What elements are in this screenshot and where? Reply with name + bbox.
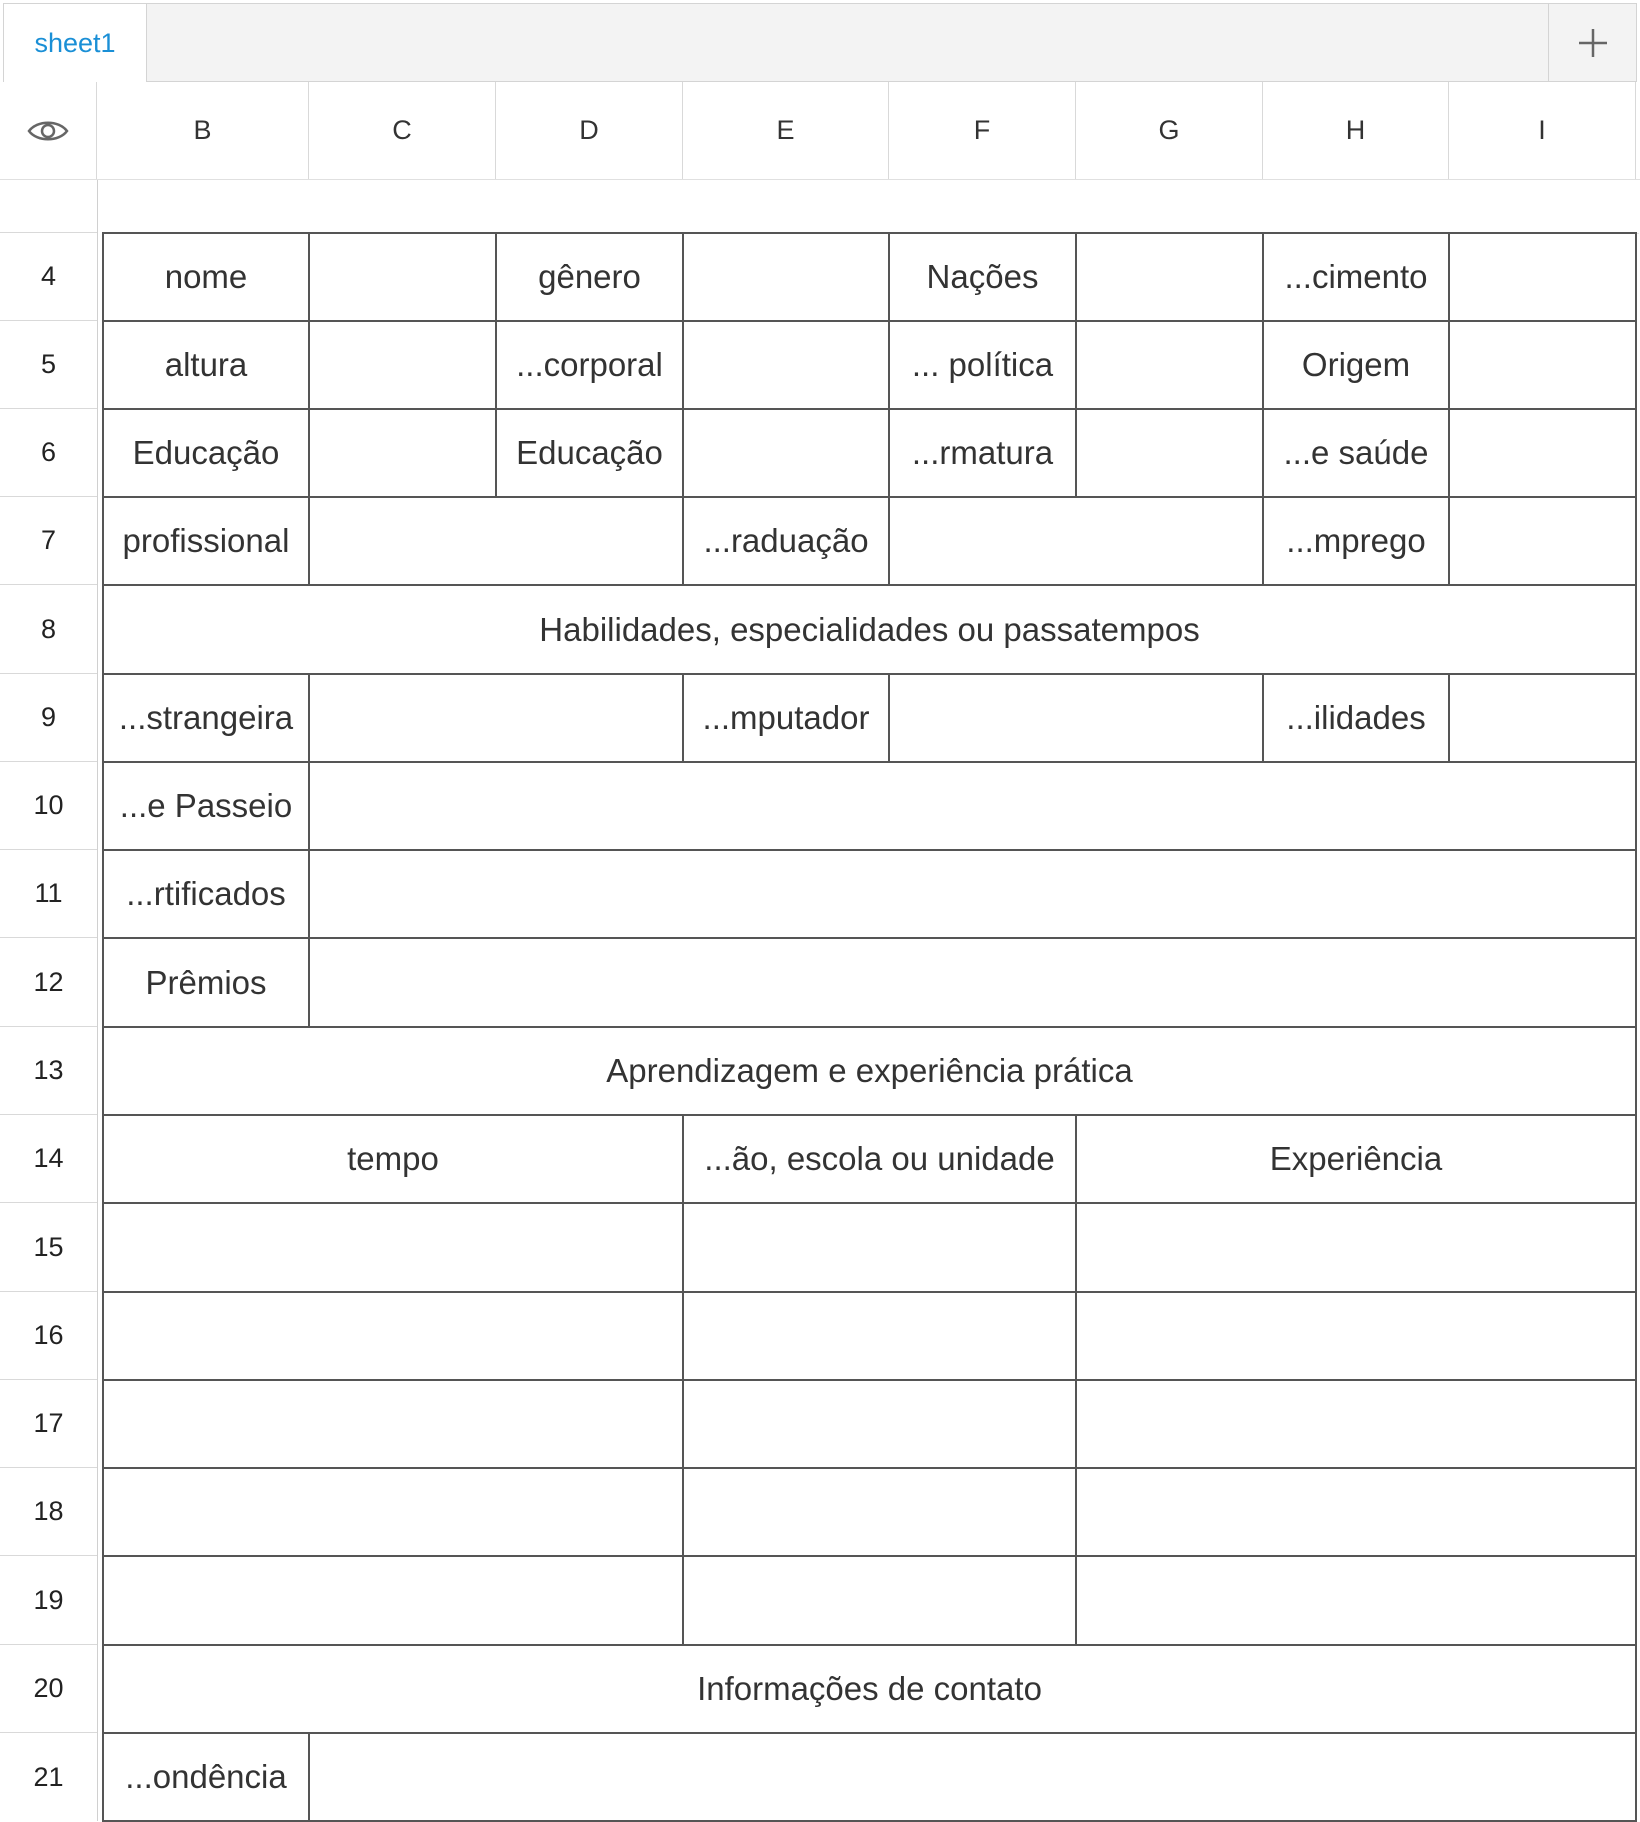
- cell-i9[interactable]: [1448, 673, 1637, 763]
- row-header[interactable]: 5: [0, 321, 97, 409]
- cell-i7[interactable]: [1448, 496, 1637, 586]
- column-header-b[interactable]: B: [97, 82, 309, 179]
- cell-c9-merged[interactable]: [308, 673, 684, 763]
- cell-i5[interactable]: [1448, 320, 1637, 410]
- blank-row: [102, 180, 1639, 234]
- cell-i4[interactable]: [1448, 232, 1637, 322]
- cell-h4[interactable]: ...cimento: [1262, 232, 1450, 322]
- row-header[interactable]: 14: [0, 1115, 97, 1203]
- row-header[interactable]: 7: [0, 497, 97, 585]
- cell-b15-merged[interactable]: [102, 1202, 684, 1293]
- plus-icon: [1576, 26, 1610, 60]
- cell-f7-merged[interactable]: [888, 496, 1264, 586]
- cell-f6[interactable]: ...rmatura: [888, 408, 1077, 498]
- cell-g18-merged[interactable]: [1075, 1467, 1637, 1557]
- cell-e16-merged[interactable]: [682, 1291, 1077, 1381]
- column-header-h[interactable]: H: [1263, 82, 1449, 179]
- cell-g15-merged[interactable]: [1075, 1202, 1637, 1293]
- row-header[interactable]: 18: [0, 1468, 97, 1556]
- cell-c10-merged[interactable]: [308, 761, 1637, 851]
- cell-f9-merged[interactable]: [888, 673, 1264, 763]
- cell-c5[interactable]: [308, 320, 497, 410]
- cell-b14-merged[interactable]: tempo: [102, 1114, 684, 1204]
- cell-b17-merged[interactable]: [102, 1379, 684, 1469]
- cell-b7[interactable]: profissional: [102, 496, 310, 586]
- cell-g5[interactable]: [1075, 320, 1264, 410]
- cell-e18-merged[interactable]: [682, 1467, 1077, 1557]
- cell-e7[interactable]: ...raduação: [682, 496, 890, 586]
- cell-e15-merged[interactable]: [682, 1202, 1077, 1293]
- row-header[interactable]: 11: [0, 850, 97, 938]
- cell-b16-merged[interactable]: [102, 1291, 684, 1381]
- cell-e6[interactable]: [682, 408, 890, 498]
- cell-c6[interactable]: [308, 408, 497, 498]
- cell-b21[interactable]: ...ondência: [102, 1732, 310, 1822]
- cell-d6[interactable]: Educação: [495, 408, 684, 498]
- cell-g19-merged[interactable]: [1075, 1555, 1637, 1646]
- cell-d5[interactable]: ...corporal: [495, 320, 684, 410]
- column-header: [0, 82, 1640, 179]
- row-header[interactable]: 8: [0, 585, 97, 674]
- section-header-learning[interactable]: Aprendizagem e experiência prática: [102, 1026, 1637, 1116]
- add-sheet-button[interactable]: [1548, 4, 1636, 82]
- cell-h6[interactable]: ...e saúde: [1262, 408, 1450, 498]
- row-header[interactable]: 4: [0, 233, 97, 321]
- row-header[interactable]: 6: [0, 409, 97, 497]
- visibility-toggle[interactable]: [0, 82, 97, 179]
- cell-c12-merged[interactable]: [308, 937, 1637, 1028]
- cell-e9[interactable]: ...mputador: [682, 673, 890, 763]
- row-header[interactable]: 21: [33, 1761, 64, 1792]
- column-header-g[interactable]: G: [1076, 82, 1263, 179]
- cell-b9[interactable]: ...strangeira: [102, 673, 310, 763]
- cell-b10[interactable]: ...e Passeio: [102, 761, 310, 851]
- cell-g14-merged[interactable]: Experiência: [1075, 1114, 1637, 1204]
- cell-g16-merged[interactable]: [1075, 1291, 1637, 1381]
- cell-g6[interactable]: [1075, 408, 1264, 498]
- section-header-skills[interactable]: Habilidades, especialidades ou passatempos: [102, 584, 1637, 675]
- cell-g4[interactable]: [1075, 232, 1264, 322]
- cell-c7-merged[interactable]: [308, 496, 684, 586]
- cell-c21-merged[interactable]: [308, 1732, 1637, 1822]
- cell-b4[interactable]: nome: [102, 232, 310, 322]
- row-header[interactable]: 9: [0, 674, 97, 762]
- row-header[interactable]: 17: [0, 1380, 97, 1468]
- cell-i6[interactable]: [1448, 408, 1637, 498]
- row-header[interactable]: 10: [0, 762, 97, 850]
- row-header-blank: [0, 180, 97, 233]
- cell-h7[interactable]: ...mprego: [1262, 496, 1450, 586]
- cell-b18-merged[interactable]: [102, 1467, 684, 1557]
- cell-e4[interactable]: [682, 232, 890, 322]
- cell-d4[interactable]: gênero: [495, 232, 684, 322]
- column-header-d[interactable]: D: [496, 82, 683, 179]
- cell-b11[interactable]: ...rtificados: [102, 849, 310, 939]
- cell-b5[interactable]: altura: [102, 320, 310, 410]
- cell-b6[interactable]: Educação: [102, 408, 310, 498]
- cell-c4[interactable]: [308, 232, 497, 322]
- row-header[interactable]: 16: [0, 1292, 97, 1380]
- sheet-tab[interactable]: sheet1: [4, 4, 147, 82]
- row-header-divider: [97, 180, 98, 1821]
- cell-f4[interactable]: Nações: [888, 232, 1077, 322]
- column-header-f[interactable]: F: [889, 82, 1076, 179]
- cell-c11-merged[interactable]: [308, 849, 1637, 939]
- row-header[interactable]: 12: [0, 938, 97, 1027]
- eye-icon: [27, 117, 69, 145]
- cell-h5[interactable]: Origem: [1262, 320, 1450, 410]
- sheet-tab-bar: [3, 3, 1637, 82]
- section-header-contact[interactable]: Informações de contato: [102, 1644, 1637, 1734]
- cell-e14-merged[interactable]: ...ão, escola ou unidade: [682, 1114, 1077, 1204]
- row-header[interactable]: 19: [0, 1556, 97, 1645]
- cell-g17-merged[interactable]: [1075, 1379, 1637, 1469]
- row-header[interactable]: 20: [0, 1645, 97, 1733]
- cell-e17-merged[interactable]: [682, 1379, 1077, 1469]
- column-header-i[interactable]: I: [1449, 82, 1636, 179]
- cell-e5[interactable]: [682, 320, 890, 410]
- cell-e19-merged[interactable]: [682, 1555, 1077, 1646]
- cell-b12[interactable]: Prêmios: [102, 937, 310, 1028]
- cell-b19-merged[interactable]: [102, 1555, 684, 1646]
- row-header[interactable]: 13: [0, 1027, 97, 1115]
- column-header-e[interactable]: E: [683, 82, 889, 179]
- cell-f5[interactable]: ... política: [888, 320, 1077, 410]
- cell-h9[interactable]: ...ilidades: [1262, 673, 1450, 763]
- row-header[interactable]: 15: [0, 1203, 97, 1292]
- column-header-c[interactable]: C: [309, 82, 496, 179]
